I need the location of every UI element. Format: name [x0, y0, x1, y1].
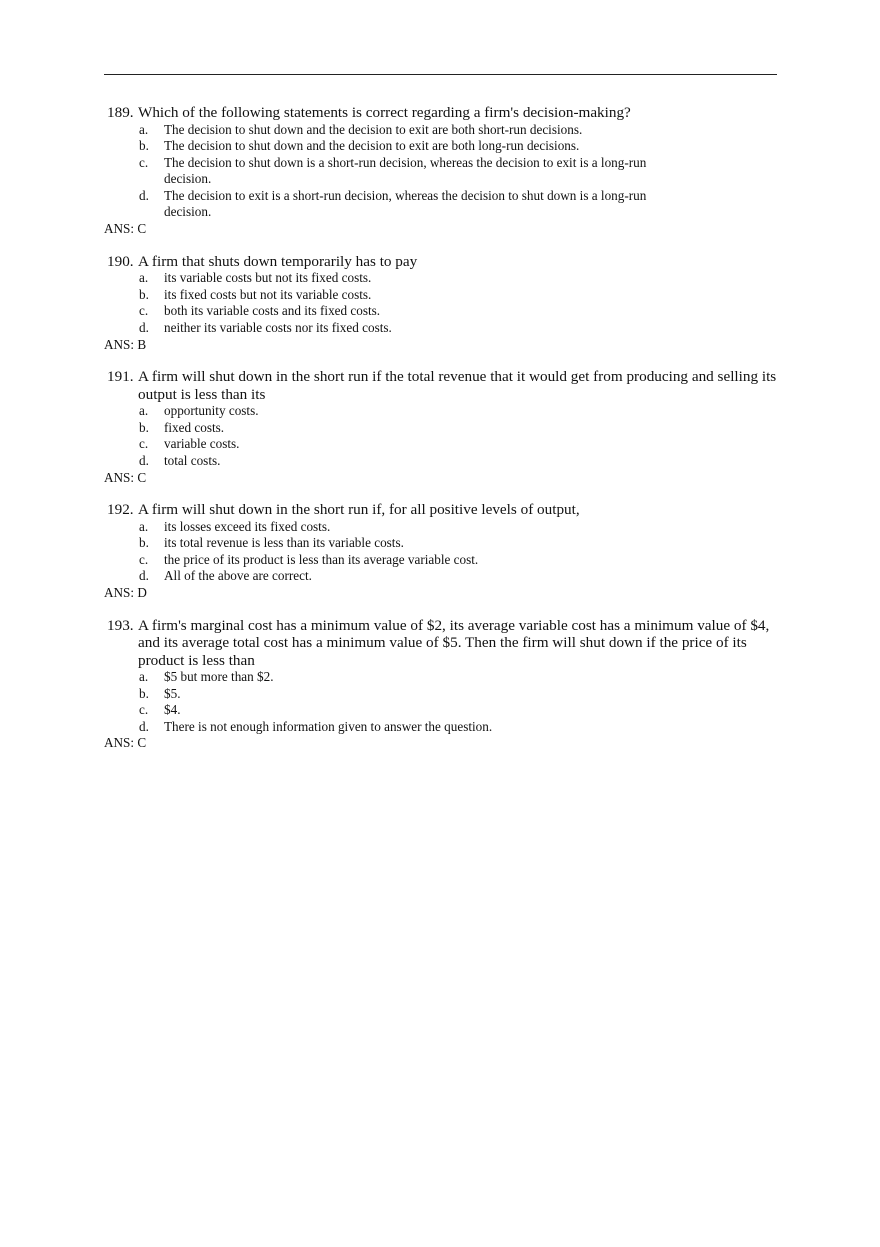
choice-letter: c.	[139, 702, 149, 718]
choice-letter: a.	[139, 518, 149, 534]
choice-text: $5 but more than $2.	[164, 669, 274, 685]
choice-b	[104, 138, 780, 155]
question-stem	[104, 104, 780, 122]
choice-text: The decision to shut down and the decision to exit are both short-run decisions.	[164, 121, 583, 137]
choice-b	[104, 420, 780, 437]
choice-c	[104, 155, 780, 188]
question-text: A firm's marginal cost has a minimum value of $2, its average variable cost has a minimum value of $4, and its average total cost has a minimum value of $5. Then the firm will shut down if the price of its product is less than	[138, 616, 770, 669]
choice-c	[104, 552, 780, 569]
choice-c	[104, 702, 780, 719]
choice-text: both its variable costs and its fixed costs.	[164, 303, 381, 319]
choice-b	[104, 686, 780, 703]
question-191	[104, 368, 780, 486]
choice-letter: c.	[139, 303, 149, 319]
answer-key: ANS: C	[104, 469, 147, 485]
choice-d	[104, 568, 780, 585]
choice-text: total costs.	[164, 452, 221, 468]
question-stem	[104, 617, 780, 670]
question-192	[104, 501, 780, 601]
choice-list	[104, 669, 780, 735]
choice-letter: a.	[139, 669, 149, 685]
choice-text: the price of its product is less than its average variable cost.	[164, 551, 479, 567]
choice-a	[104, 519, 780, 536]
choice-letter: a.	[139, 403, 149, 419]
choice-letter: a.	[139, 121, 149, 137]
question-189	[104, 104, 780, 238]
choice-text: The decision to shut down and the decision to exit are both long-run decisions.	[164, 138, 580, 154]
question-list	[104, 104, 780, 767]
choice-list	[104, 519, 780, 585]
choice-letter: b.	[139, 419, 149, 435]
question-number: 191.	[107, 368, 134, 386]
choice-list	[104, 122, 780, 222]
question-stem	[104, 253, 780, 271]
question-number: 193.	[107, 616, 134, 634]
choice-letter: c.	[139, 154, 149, 170]
choice-letter: b.	[139, 685, 149, 701]
choice-d	[104, 453, 780, 470]
question-text: A firm will shut down in the short run if the total revenue that it would get from producing and selling its output is less than its	[138, 368, 777, 403]
choice-letter: d.	[139, 568, 149, 584]
answer-key: ANS: D	[104, 584, 147, 600]
question-text: Which of the following statements is correct regarding a firm's decision-making?	[138, 104, 631, 121]
question-stem	[104, 501, 780, 519]
choice-letter: b.	[139, 535, 149, 551]
choice-text: neither its variable costs nor its fixed costs.	[164, 319, 392, 335]
choice-text: All of the above are correct.	[164, 568, 312, 584]
question-number: 189.	[107, 104, 134, 121]
choice-text: $5.	[164, 685, 181, 701]
question-190	[104, 253, 780, 353]
choice-d	[104, 320, 780, 337]
choice-b	[104, 287, 780, 304]
header-rule	[104, 74, 777, 75]
choice-letter: d.	[139, 718, 149, 734]
question-stem	[104, 368, 780, 403]
choice-c	[104, 436, 780, 453]
question-number: 190.	[107, 252, 134, 270]
choice-d	[104, 719, 780, 736]
choice-d	[104, 188, 780, 221]
choice-text: fixed costs.	[164, 419, 225, 435]
choice-a	[104, 122, 780, 139]
question-193	[104, 617, 780, 752]
answer-key: ANS: C	[104, 735, 147, 751]
choice-text: $4.	[164, 702, 181, 718]
answer-key: ANS: B	[104, 336, 147, 352]
choice-letter: c.	[139, 551, 149, 567]
choice-text: its losses exceed its fixed costs.	[164, 518, 331, 534]
choice-text: opportunity costs.	[164, 403, 259, 419]
choice-list	[104, 403, 780, 469]
choice-letter: d.	[139, 187, 149, 203]
choice-a	[104, 669, 780, 686]
choice-c	[104, 303, 780, 320]
choice-letter: c.	[139, 436, 149, 452]
choice-b	[104, 535, 780, 552]
choice-text: The decision to exit is a short-run decision, whereas the decision to shut down is a long-run decision.	[164, 187, 647, 220]
choice-letter: b.	[139, 286, 149, 302]
choice-letter: b.	[139, 138, 149, 154]
choice-letter: d.	[139, 452, 149, 468]
question-text: A firm that shuts down temporarily has to pay	[138, 252, 418, 270]
choice-list	[104, 270, 780, 336]
answer-key: ANS: C	[104, 221, 147, 237]
question-text: A firm will shut down in the short run if, for all positive levels of output,	[138, 501, 580, 519]
choice-text: its variable costs but not its fixed costs.	[164, 270, 372, 286]
choice-a	[104, 403, 780, 420]
choice-text: variable costs.	[164, 436, 240, 452]
choice-letter: a.	[139, 270, 149, 286]
choice-a	[104, 270, 780, 287]
choice-text: its total revenue is less than its variable costs.	[164, 535, 404, 551]
choice-text: its fixed costs but not its variable costs.	[164, 286, 372, 302]
choice-text: There is not enough information given to answer the question.	[164, 718, 493, 734]
choice-text: The decision to shut down is a short-run decision, whereas the decision to exit is a long-run decision.	[164, 154, 647, 187]
question-number: 192.	[107, 501, 134, 519]
choice-letter: d.	[139, 319, 149, 335]
